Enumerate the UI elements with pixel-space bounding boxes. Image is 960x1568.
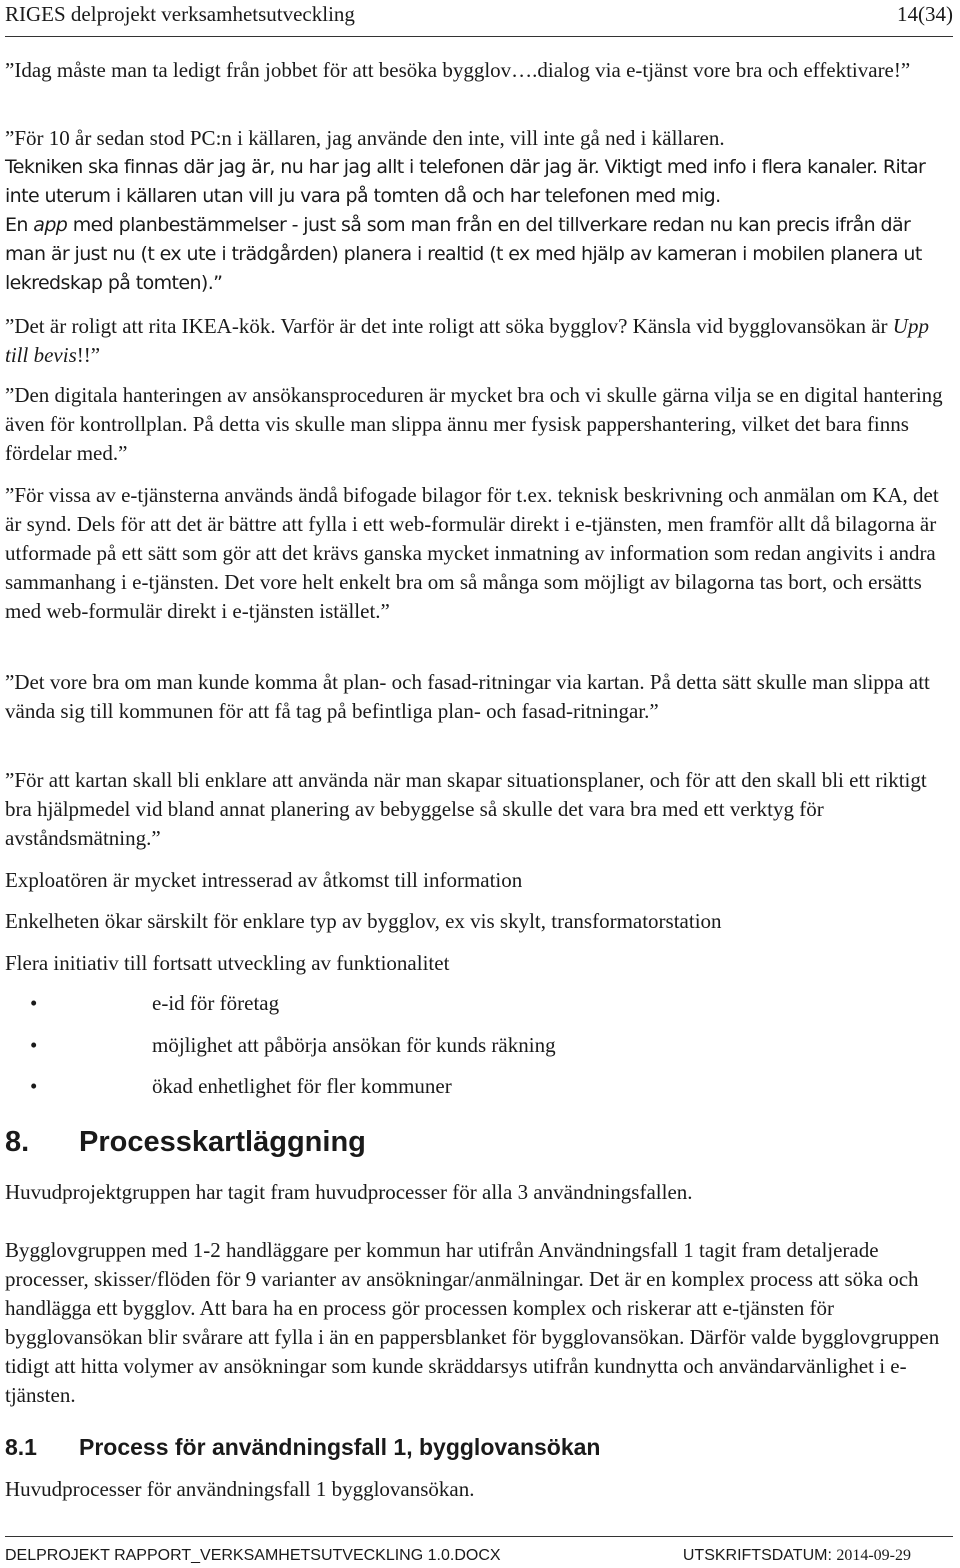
quote-2-app: En app med planbestämmelser - just så som man från en del tillverkare redan nu kan precis ifrån där man är just nu (t ex ute i trädgården) planera i realtid (t ex med hjälp av kameran i mobilen planera ut lekredskap på tomten).”: [5, 214, 922, 294]
section-8-1-paragraph: Huvudprocesser för användningsfall 1 bygglovansökan.: [5, 1477, 475, 1501]
subsection-title: Process för användningsfall 1, bygglovansökan: [79, 1434, 601, 1460]
page-header: [5, 0, 953, 37]
section-8-paragraph-1: Huvudprojektgruppen har tagit fram huvudprocesser för alla 3 användningsfallen.: [5, 1180, 693, 1204]
footer-print-date: UTSKRIFTSDATUM: 2014-09-29: [682, 1547, 911, 1564]
page-footer: [5, 1536, 953, 1568]
quote-2-body: Tekniken ska finnas där jag är, nu har jag allt i telefonen där jag är. Viktigt med info i flera kanaler. Ritar inte uterum i källaren utan vill ju vara på tomten då och har telefonen med mig.: [5, 156, 926, 207]
bullet-item: e-id för företag: [152, 991, 280, 1015]
quote-1: ”Idag måste man ta ledigt från jobbet för att besöka bygglov….dialog via e-tjänst vore bra och effektivare!”: [5, 58, 911, 82]
section-8-1-heading: [5, 1434, 600, 1461]
bullet-marker: •: [30, 1074, 38, 1098]
subsection-number: 8.1: [5, 1434, 37, 1460]
page-number: 14(34): [897, 2, 953, 26]
print-date-value: 2014-09-29: [836, 1547, 911, 1564]
bullet-marker: •: [30, 991, 38, 1015]
bullet-marker: •: [30, 1033, 38, 1057]
document-title: RIGES delprojekt verksamhetsutveckling: [5, 2, 355, 26]
app-emphasis: app: [33, 214, 68, 236]
statement-exploator: Exploatören är mycket intresserad av åtkomst till information: [5, 868, 523, 892]
statement-enkelhet: Enkelheten ökar särskilt för enklare typ av bygglov, ex vis skylt, transformatorstation: [5, 909, 722, 933]
section-8-paragraph-2: Bygglovgruppen med 1-2 handläggare per kommun har utifrån Användningsfall 1 tagit fram detaljerade processer, skisser/flöden för 9 varianter av ansökningar/anmälningar. Det är en komplex process att söka och handlägga ett bygglov. Att bara ha en process gör processen komplex och riskerar att e-tjänsten för bygglovansökan blir svårare att fylla i än en pappersblanket för bygglovansökan. Därför valde bygglovgruppen tidigt att hitta volymer av ansökningar som kunde skräddarsys utifrån kundnytta och användarvänlighet i e-tjänsten.: [5, 1238, 940, 1407]
upp-till-bevis-emphasis: Upp till bevis: [5, 314, 929, 367]
section-title: Processkartläggning: [79, 1126, 366, 1158]
statement-initiativ: Flera initiativ till fortsatt utveckling av funktionalitet: [5, 951, 450, 975]
quote-5: ”För vissa av e-tjänsterna används ändå bifogade bilagor för t.ex. teknisk beskrivning och anmälan om KA, det är synd. Dels för att det är bättre att fylla i ett web-formulär direkt i e-tjänsten, men framför allt då bilagorna är utformade på ett sätt som gör att det krävs ganska mycket inmatning av information som redan angivits i andra sammanhang i e-tjänsten. Det vore helt enkelt bra om så många som möjligt av bilagorna tas bort, och ersätts med web-formulär direkt i e-tjänsten istället.”: [5, 483, 939, 623]
section-number: 8.: [5, 1126, 30, 1158]
bullet-item: möjlighet att påbörja ansökan för kunds räkning: [152, 1033, 556, 1057]
quote-7: ”För att kartan skall bli enklare att använda när man skapar situationsplaner, och för att den skall bli ett riktigt bra hjälpmedel vid bland annat planering av bebyggelse så skulle det vara bra med ett verktyg för avståndsmätning.”: [5, 768, 927, 850]
section-8-heading: [5, 1126, 366, 1159]
quote-3: ”Det är roligt att rita IKEA-kök. Varför är det inte roligt att söka bygglov? Känsla vid bygglovansökan är Upp till bevis!!”: [5, 314, 929, 367]
bullet-item: ökad enhetlighet för fler kommuner: [152, 1074, 452, 1098]
quote-4: ”Den digitala hanteringen av ansökansproceduren är mycket bra och vi skulle gärna vilja se en digital hantering även för kontrollplan. På detta vis skulle man slippa ännu mer fysisk pappershantering, vilket det bara finns fördelar med.”: [5, 383, 943, 465]
footer-filename: DELPROJEKT RAPPORT_VERKSAMHETSUTVECKLING 1.0.DOCX: [5, 1547, 501, 1564]
quote-2-line1: ”För 10 år sedan stod PC:n i källaren, jag använde den inte, vill inte gå ned i källaren.: [5, 126, 725, 150]
quote-6: ”Det vore bra om man kunde komma åt plan- och fasad-ritningar via kartan. På detta sätt skulle man slippa att vända sig till kommunen för att få tag på befintliga plan- och fasad-ritningar.”: [5, 670, 930, 723]
